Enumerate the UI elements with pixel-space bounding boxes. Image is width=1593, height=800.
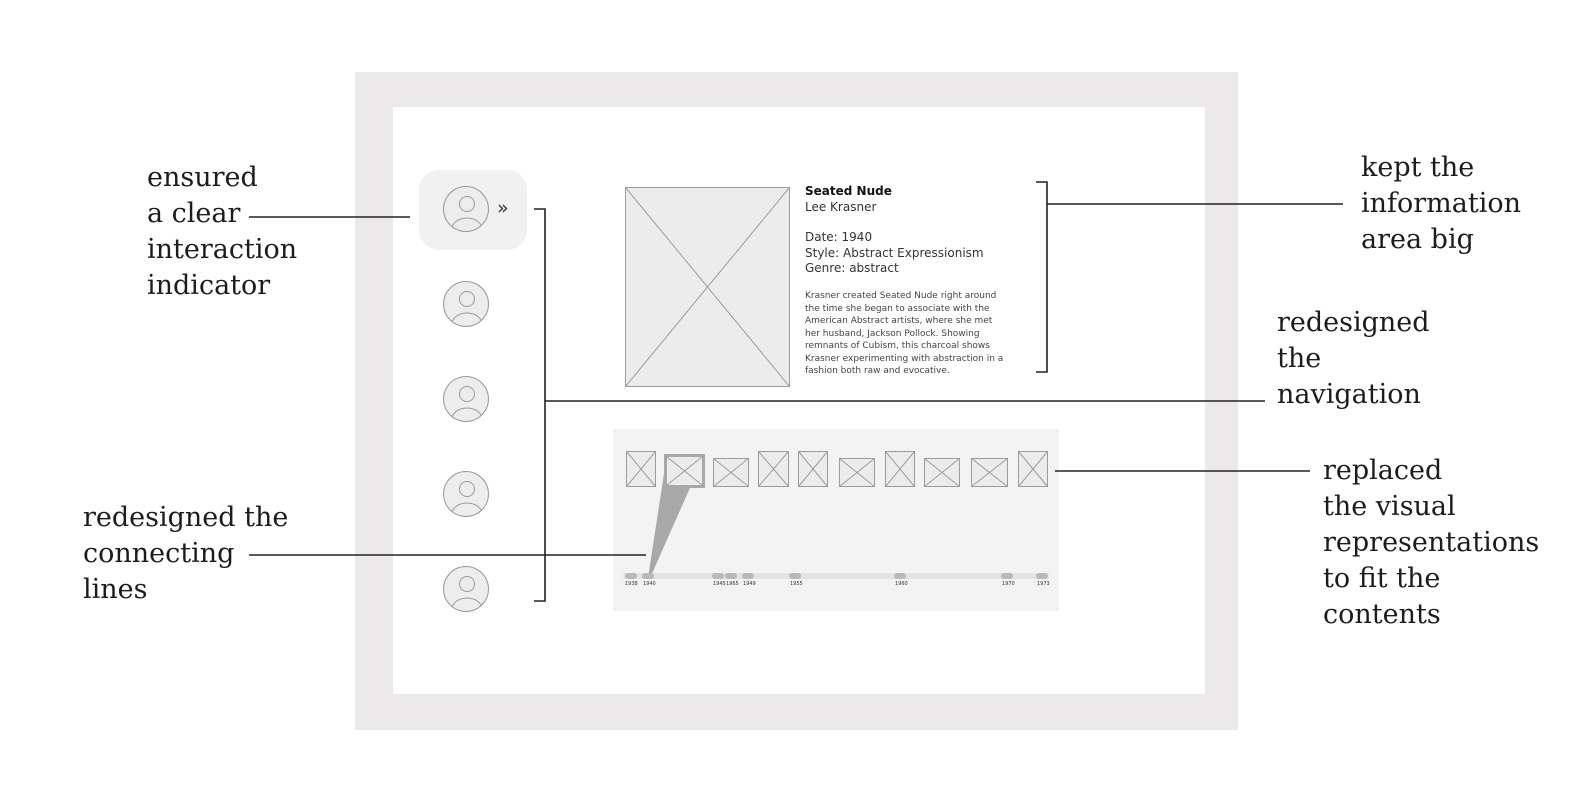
artwork-description: Krasner created Seated Nude right around the time she began to associate with the American Abstract artists, where she met her husband, Jackson Pollock. Showing remnants of Cubism, this charcoal shows Krasner experimenting with abstraction in a fashion both raw and evocative. — [805, 291, 1004, 376]
timeline-track — [623, 573, 1049, 579]
timeline-tick[interactable] — [1001, 573, 1013, 579]
timeline-tick[interactable] — [725, 573, 737, 579]
artwork-image-placeholder — [625, 187, 791, 387]
artwork-style: Style: Abstract Expressionism — [805, 245, 984, 260]
annotation-navigation: redesigned the navigation — [1277, 307, 1430, 410]
artwork-genre: Genre: abstract — [805, 261, 899, 275]
annotation-interaction: ensured a clear interaction indicator — [147, 162, 298, 301]
timeline-year: 1973 — [1037, 581, 1050, 587]
annotation-connecting: redesigned the connecting lines — [83, 502, 289, 605]
nav-expand-icon[interactable]: » — [497, 197, 509, 219]
timeline-panel — [613, 429, 1059, 611]
timeline-year: 1940 — [643, 581, 656, 587]
timeline-tick[interactable] — [742, 573, 754, 579]
timeline-tick[interactable] — [625, 573, 637, 579]
timeline-tick[interactable] — [712, 573, 724, 579]
nav-avatar-3-icon[interactable] — [443, 376, 489, 422]
artwork-meta — [805, 230, 984, 277]
timeline-year: 1938 — [625, 581, 638, 587]
annotation-info-area: kept the information area big — [1361, 152, 1522, 255]
nav-avatar-1-icon[interactable] — [443, 186, 489, 232]
artwork-title: Seated Nude — [805, 184, 892, 198]
annotation-visual: replaced the visual representations to fit the contents — [1323, 455, 1540, 630]
timeline-tick[interactable] — [789, 573, 801, 579]
timeline-year: 1949 — [743, 581, 756, 587]
artwork-date: Date: 1940 — [805, 230, 873, 244]
nav-avatar-5-icon[interactable] — [443, 566, 489, 612]
timeline-year: 1960 — [895, 581, 908, 587]
artwork-artist: Lee Krasner — [805, 200, 877, 214]
timeline-tick[interactable] — [642, 573, 654, 579]
nav-avatar-2-icon[interactable] — [443, 281, 489, 327]
timeline-tick[interactable] — [1036, 573, 1048, 579]
timeline-year: 1970 — [1002, 581, 1015, 587]
timeline-year: 1945 — [713, 581, 726, 587]
nav-avatar-4-icon[interactable] — [443, 471, 489, 517]
timeline-year: 1965 — [726, 581, 739, 587]
timeline-tick[interactable] — [894, 573, 906, 579]
timeline-year: 1955 — [790, 581, 803, 587]
